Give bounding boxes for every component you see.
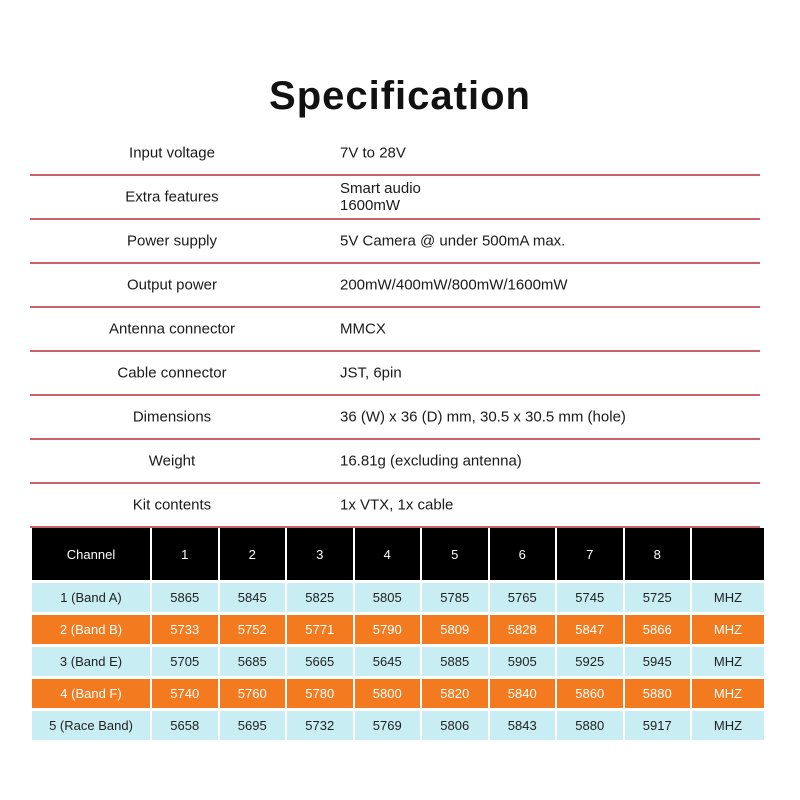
- spec-row-extra-features: [30, 176, 760, 220]
- page-title: Specification: [269, 74, 531, 118]
- frequency-cell: 5769: [355, 708, 423, 740]
- header-channel-5: 5: [422, 528, 490, 580]
- spec-label: Cable connector: [117, 364, 227, 382]
- header-channel: Channel: [32, 528, 152, 580]
- frequency-cell: 5945: [625, 644, 693, 676]
- frequency-cell: 5685: [220, 644, 288, 676]
- spec-row-weight: [30, 440, 760, 484]
- spec-label: Extra features: [125, 188, 219, 206]
- spec-label: Antenna connector: [109, 320, 235, 338]
- spec-row-cable-connector: [30, 352, 760, 396]
- table-row: [32, 708, 764, 740]
- unit-cell: MHZ: [692, 708, 764, 740]
- band-label: 1 (Band A): [32, 580, 152, 612]
- frequency-cell: 5740: [152, 676, 220, 708]
- frequency-cell: 5665: [287, 644, 355, 676]
- frequency-cell: 5733: [152, 612, 220, 644]
- spec-row-antenna-connector: [30, 308, 760, 352]
- table-row: [32, 580, 764, 612]
- frequency-cell: 5780: [287, 676, 355, 708]
- frequency-cell: 5771: [287, 612, 355, 644]
- spec-value: Smart audio 1600mW: [340, 180, 421, 214]
- spec-label: Power supply: [126, 232, 218, 250]
- frequency-cell: 5695: [220, 708, 288, 740]
- frequency-cell: 5866: [625, 612, 693, 644]
- frequency-cell: 5825: [287, 580, 355, 612]
- unit-cell: MHZ: [692, 580, 764, 612]
- spec-value: 16.81g (excluding antenna): [340, 452, 522, 470]
- frequency-cell: 5785: [422, 580, 490, 612]
- table-row: [32, 612, 764, 644]
- frequency-cell: 5845: [220, 580, 288, 612]
- table-row: [32, 644, 764, 676]
- frequency-cell: 5880: [625, 676, 693, 708]
- frequency-cell: 5725: [625, 580, 693, 612]
- spec-value: 36 (W) x 36 (D) mm, 30.5 x 30.5 mm (hole): [340, 408, 626, 426]
- frequency-cell: 5806: [422, 708, 490, 740]
- frequency-cell: 5760: [220, 676, 288, 708]
- header-channel-3: 3: [287, 528, 355, 580]
- unit-cell: MHZ: [692, 644, 764, 676]
- header-unit: [692, 528, 764, 580]
- frequency-cell: 5828: [490, 612, 558, 644]
- spec-row-output-power: [30, 264, 760, 308]
- band-label: 2 (Band B): [32, 612, 152, 644]
- frequency-cell: 5860: [557, 676, 625, 708]
- band-label: 5 (Race Band): [32, 708, 152, 740]
- frequency-cell: 5925: [557, 644, 625, 676]
- spec-value: 200mW/400mW/800mW/1600mW: [340, 276, 568, 294]
- frequency-cell: 5745: [557, 580, 625, 612]
- spec-value: MMCX: [340, 320, 386, 338]
- frequency-cell: 5880: [557, 708, 625, 740]
- header-channel-4: 4: [355, 528, 423, 580]
- frequency-header-row: [32, 528, 764, 580]
- frequency-cell: 5732: [287, 708, 355, 740]
- band-label: 3 (Band E): [32, 644, 152, 676]
- spec-label: Dimensions: [132, 408, 212, 426]
- frequency-cell: 5809: [422, 612, 490, 644]
- frequency-cell: 5800: [355, 676, 423, 708]
- frequency-cell: 5765: [490, 580, 558, 612]
- spec-row-dimensions: [30, 396, 760, 440]
- header-channel-8: 8: [625, 528, 693, 580]
- frequency-cell: 5705: [152, 644, 220, 676]
- frequency-cell: 5917: [625, 708, 693, 740]
- spec-row-input-voltage: [30, 132, 760, 176]
- unit-cell: MHZ: [692, 676, 764, 708]
- frequency-cell: 5905: [490, 644, 558, 676]
- spec-value: JST, 6pin: [340, 364, 402, 382]
- frequency-cell: 5843: [490, 708, 558, 740]
- spec-value: 7V to 28V: [340, 144, 406, 162]
- frequency-cell: 5840: [490, 676, 558, 708]
- frequency-cell: 5847: [557, 612, 625, 644]
- header-channel-2: 2: [220, 528, 288, 580]
- frequency-cell: 5820: [422, 676, 490, 708]
- frequency-cell: 5658: [152, 708, 220, 740]
- spec-value: 5V Camera @ under 500mA max.: [340, 232, 566, 250]
- spec-row-kit-contents: [30, 484, 760, 528]
- frequency-cell: 5885: [422, 644, 490, 676]
- frequency-table: [32, 528, 764, 740]
- spec-label: Weight: [148, 452, 196, 470]
- frequency-cell: 5865: [152, 580, 220, 612]
- header-channel-6: 6: [490, 528, 558, 580]
- spec-row-power-supply: [30, 220, 760, 264]
- frequency-cell: 5752: [220, 612, 288, 644]
- spec-label: Kit contents: [132, 496, 212, 514]
- table-row: [32, 676, 764, 708]
- spec-value: 1x VTX, 1x cable: [340, 496, 454, 514]
- frequency-cell: 5645: [355, 644, 423, 676]
- header-channel-1: 1: [152, 528, 220, 580]
- frequency-cell: 5790: [355, 612, 423, 644]
- unit-cell: MHZ: [692, 612, 764, 644]
- spec-label: Output power: [126, 276, 218, 294]
- header-channel-7: 7: [557, 528, 625, 580]
- spec-label: Input voltage: [129, 144, 215, 162]
- spec-list: [30, 132, 760, 528]
- band-label: 4 (Band F): [32, 676, 152, 708]
- frequency-cell: 5805: [355, 580, 423, 612]
